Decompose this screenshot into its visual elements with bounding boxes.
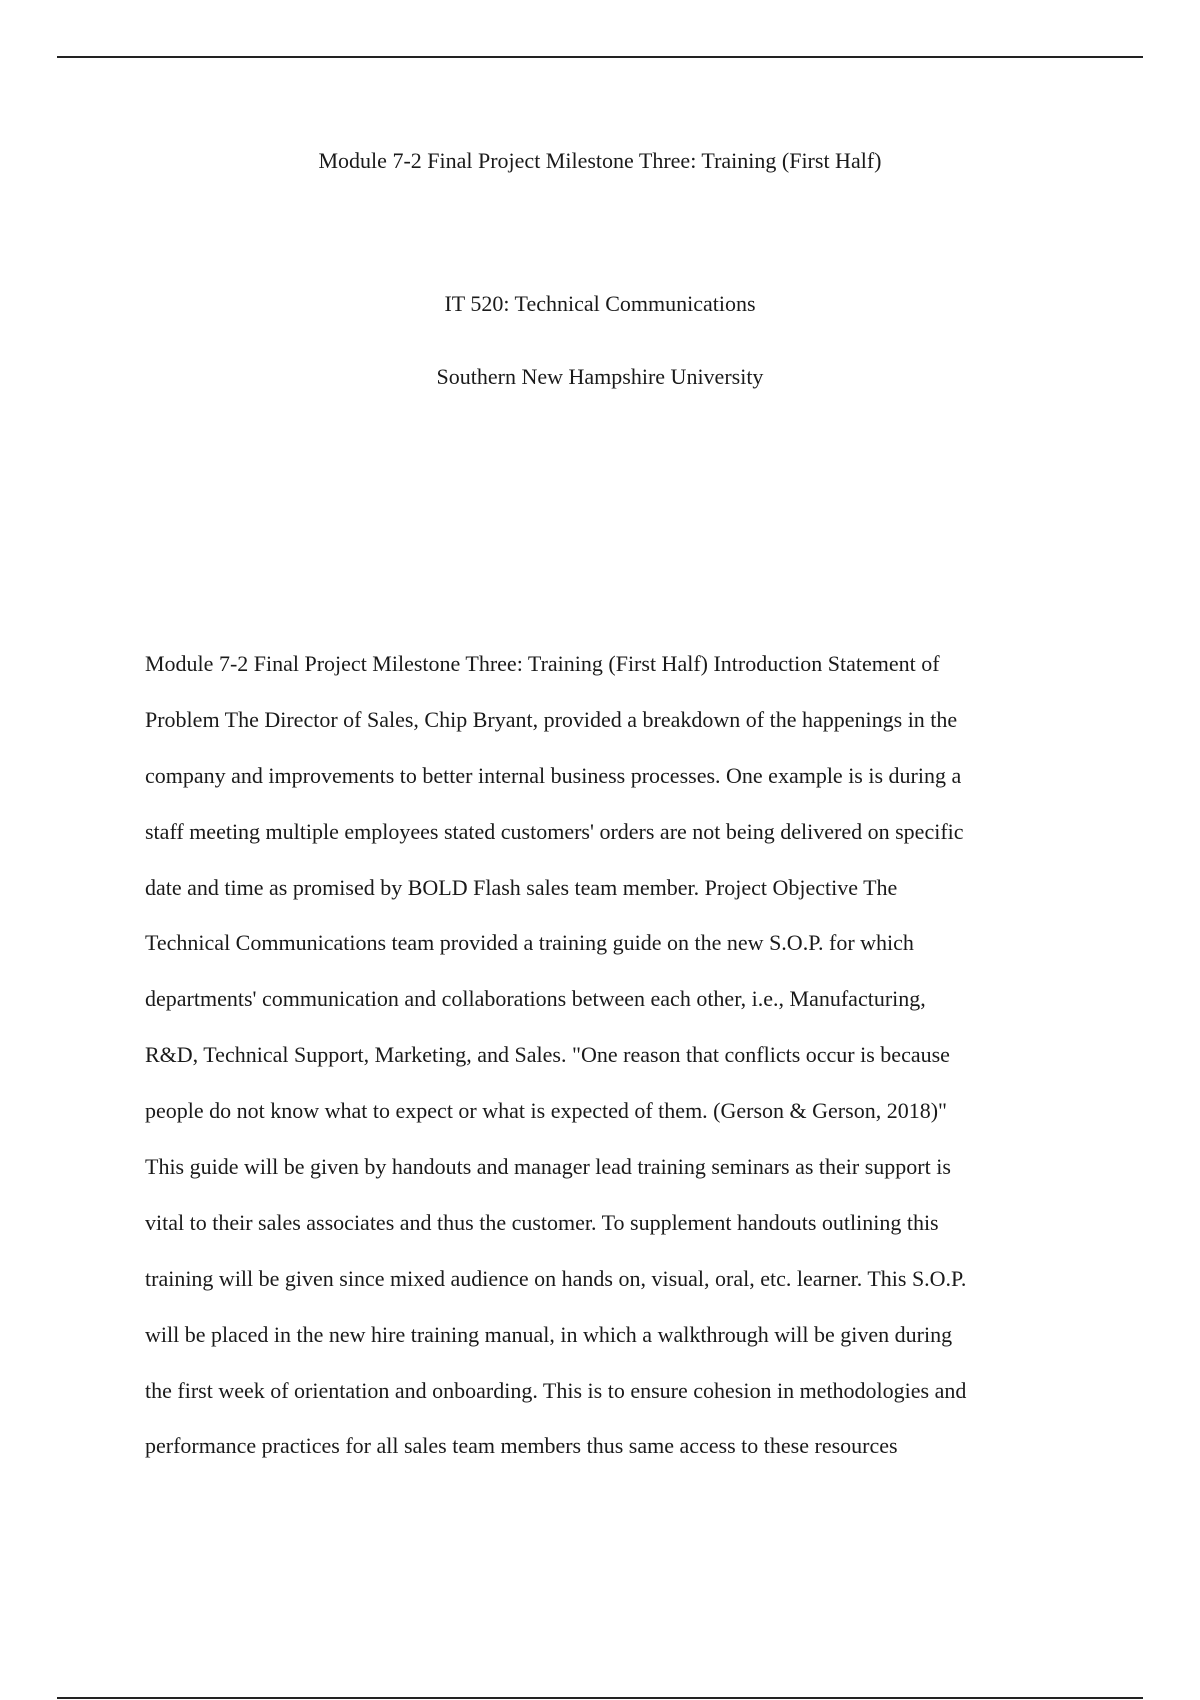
body-line: vital to their sales associates and thus the customer. To supplement handouts outlining this [145, 1209, 939, 1235]
body-line: date and time as promised by BOLD Flash sales team member. Project Objective The [145, 874, 898, 900]
course-name: IT 520: Technical Communications [444, 291, 756, 316]
body-line: the first week of orientation and onboarding. This is to ensure cohesion in methodologies and [145, 1377, 967, 1403]
body-line: Problem The Director of Sales, Chip Bryant, provided a breakdown of the happenings in the [145, 706, 958, 732]
bottom-rule [57, 1697, 1143, 1699]
body-line: people do not know what to expect or what is expected of them. (Gerson & Gerson, 2018)" [145, 1098, 948, 1124]
body-paragraph [145, 649, 1075, 1487]
document-title: Module 7-2 Final Project Milestone Three: Training (First Half) [318, 148, 882, 173]
body-line: staff meeting multiple employees stated customers' orders are not being delivered on specific [145, 818, 964, 844]
institution-name: Southern New Hampshire University [436, 364, 764, 389]
top-rule [57, 56, 1143, 58]
body-line: R&D, Technical Support, Marketing, and Sales. "One reason that conflicts occur is because [145, 1042, 950, 1068]
body-line: departments' communication and collaborations between each other, i.e., Manufacturing, [145, 986, 926, 1012]
body-line: performance practices for all sales team members thus same access to these resources [145, 1433, 898, 1459]
body-line: company and improvements to better internal business processes. One example is is during a [145, 762, 962, 788]
body-line: Technical Communications team provided a training guide on the new S.O.P. for which [145, 930, 914, 956]
body-line: will be placed in the new hire training manual, in which a walkthrough will be given during [145, 1321, 953, 1347]
body-line: Module 7-2 Final Project Milestone Three: Training (First Half) Introduction Statement of [145, 651, 940, 676]
body-line: training will be given since mixed audience on hands on, visual, oral, etc. learner. This S.O.P. [145, 1265, 967, 1291]
body-line: This guide will be given by handouts and manager lead training seminars as their support is [145, 1154, 951, 1180]
